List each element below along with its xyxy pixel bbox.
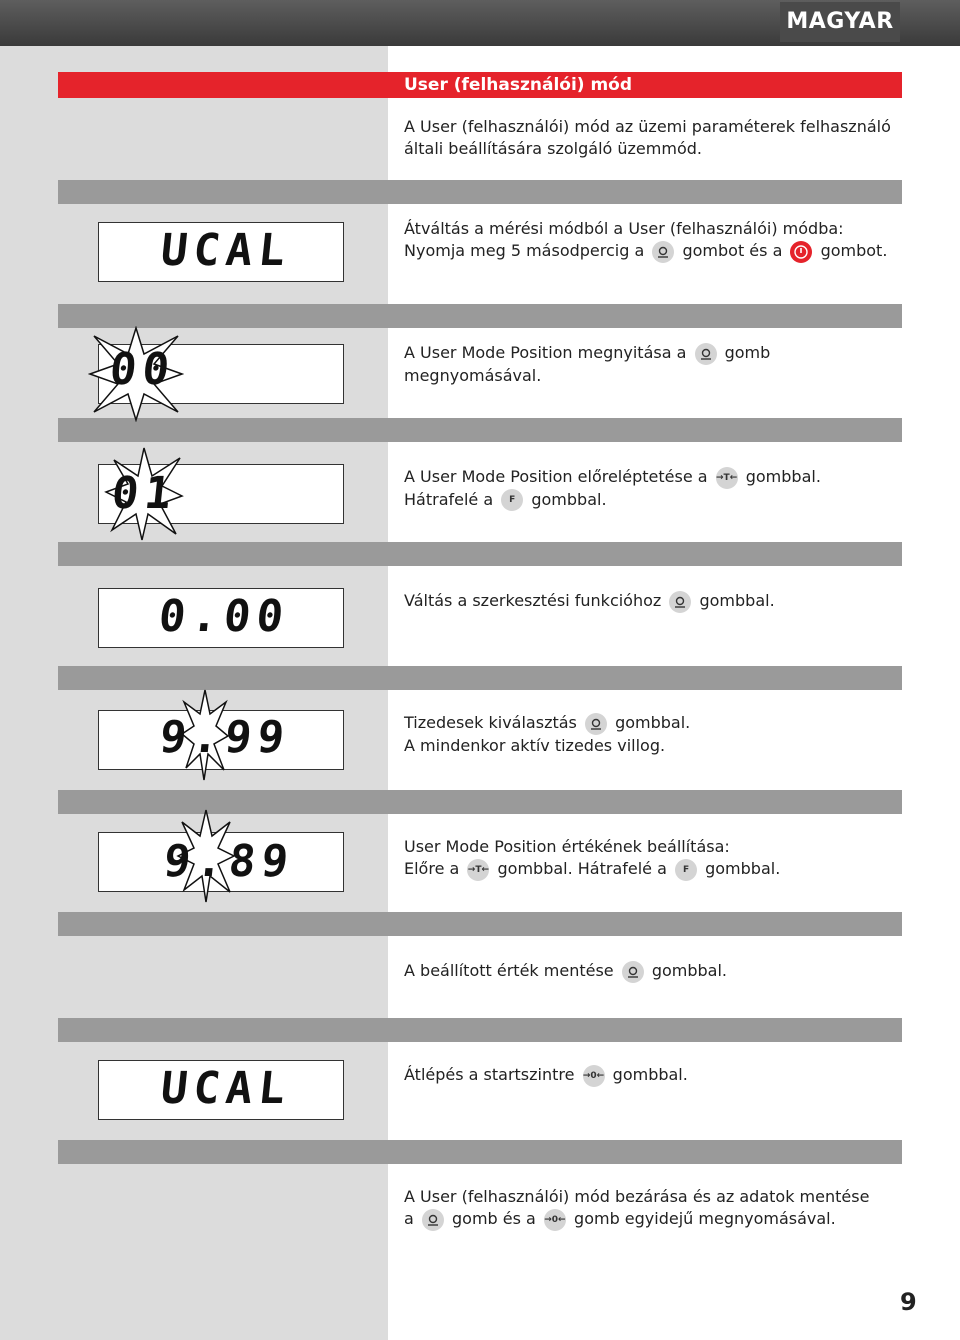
step-6-text: User Mode Position értékének beállítása: Előre a →T← gombbal. Hátrafelé a F gombbal. (404, 836, 894, 881)
step-separator (58, 542, 902, 566)
step-5-text: Tizedesek kiválasztás gombbal. A mindenkor aktív tizedes villog. (404, 713, 691, 755)
scale-key-icon (622, 961, 644, 983)
scale-key-icon (695, 343, 717, 365)
page-number: 9 (900, 1288, 917, 1316)
scale-key-icon (669, 591, 691, 613)
step-9-text: A User (felhasználói) mód bezárása és az adatok mentése a gomb és a →0← gomb egyidejű megnyomásával. (404, 1186, 904, 1231)
step-8-text: Átlépés a startszintre →0← gombbal. (404, 1064, 894, 1087)
zero-key-icon: →0← (583, 1065, 605, 1087)
lcd-display (98, 588, 344, 648)
lcd-readout: 01 (109, 468, 180, 519)
scale-key-icon (652, 241, 674, 263)
lcd-readout: UCAL (158, 225, 294, 276)
step-separator (58, 180, 902, 204)
section-title: User (felhasználói) mód (404, 75, 633, 95)
step-separator (58, 666, 902, 690)
lcd-readout: UCAL (158, 1063, 294, 1114)
language-label: MAGYAR (780, 2, 900, 42)
step-3-text: A User Mode Position előreléptetése a →T← gombbal. Hátrafelé a F gombbal. (404, 466, 894, 511)
lcd-readout: 9.99 (157, 712, 293, 763)
scale-key-icon (585, 713, 607, 735)
step-1-text: Átváltás a mérési módból a User (felhasználói) módba: Nyomja meg 5 másodpercig a gombot és a gombot. (404, 218, 894, 263)
top-bar (0, 0, 960, 46)
lcd-readout: 00 (107, 344, 178, 395)
power-icon (790, 241, 812, 263)
step-separator (58, 304, 902, 328)
tare-key-icon: →T← (716, 467, 738, 489)
tare-key-icon: →T← (467, 859, 489, 881)
scale-key-icon (422, 1209, 444, 1231)
lcd-readout: 0.00 (156, 591, 292, 642)
step-2-text: A User Mode Position megnyitása a gomb megnyomásával. (404, 343, 771, 385)
step-4-text: Váltás a szerkesztési funkcióhoz gombbal. (404, 590, 894, 613)
lcd-display (98, 222, 344, 282)
lcd-display (98, 1060, 344, 1120)
lcd-readout: 9.89 (161, 836, 297, 887)
function-key-icon: F (675, 859, 697, 881)
intro-text: A User (felhasználói) mód az üzemi paraméterek felhasználó általi beállítására szolgáló üzemmód. (404, 117, 891, 158)
function-key-icon: F (501, 489, 523, 511)
step-separator (58, 1018, 902, 1042)
step-separator (58, 912, 902, 936)
step-separator (58, 1140, 902, 1164)
step-7-text: A beállított érték mentése gombbal. (404, 960, 894, 983)
zero-key-icon: →0← (544, 1209, 566, 1231)
step-separator (58, 418, 902, 442)
